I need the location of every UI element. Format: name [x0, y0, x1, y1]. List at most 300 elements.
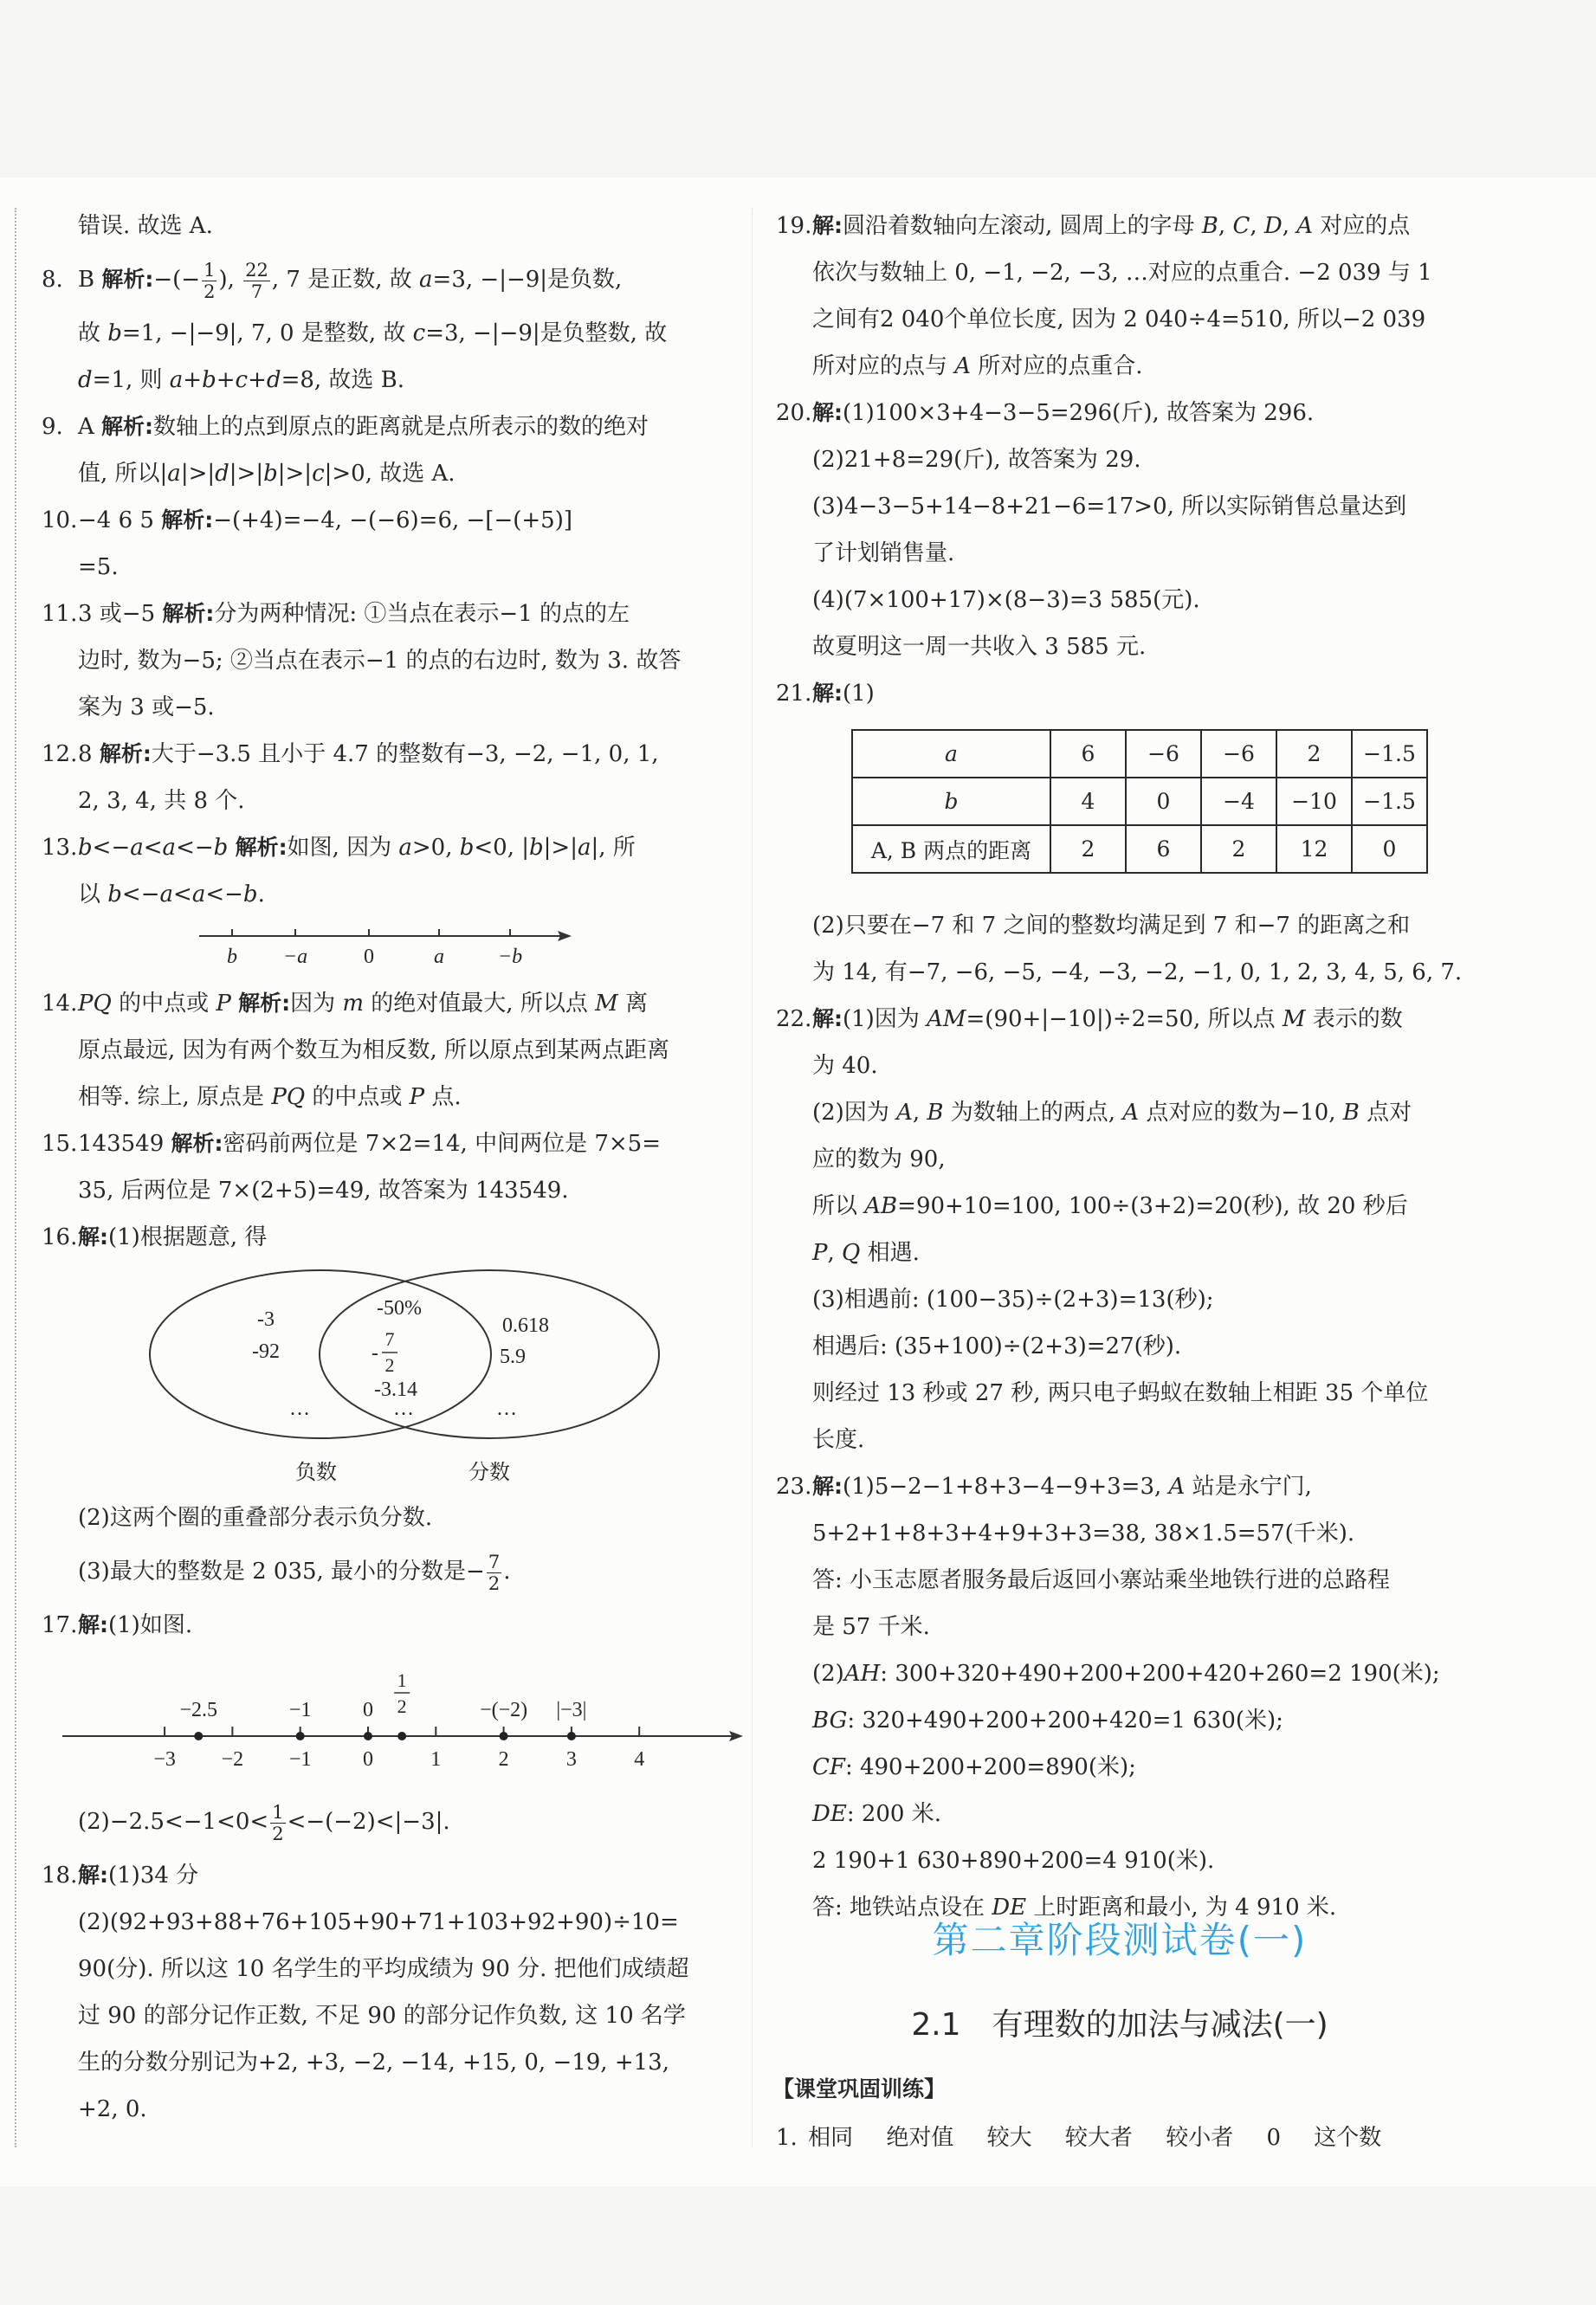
- text-run: 对应的点: [1313, 213, 1411, 239]
- answer-line: [42, 203, 734, 249]
- tick-label: 0: [364, 946, 374, 968]
- number-line: [42, 1649, 752, 1792]
- text-run: (2): [812, 1661, 844, 1687]
- answer-line: [776, 1417, 1469, 1463]
- answer-item: [42, 1120, 734, 1214]
- text-run: (3)4−3−5+14−8+21−6=17>0, 所以实际销售总量达到: [812, 494, 1407, 520]
- numerator: 1: [272, 1801, 284, 1823]
- numerator: 22: [245, 259, 268, 281]
- text-run: 密码前两位是 7×2=14, 中间两位是 7×5=: [223, 1131, 661, 1157]
- text-run: A: [78, 414, 102, 440]
- text-run: 的中点或: [305, 1084, 410, 1110]
- answer-line: [42, 2039, 734, 2086]
- text-run: 答: 小玉志愿者服务最后返回小寨站乘坐地铁行进的总路程: [812, 1567, 1391, 1593]
- table-cell: −1.5: [1352, 730, 1427, 778]
- math-variable: b: [107, 320, 122, 346]
- table-cell: 2: [1201, 825, 1276, 873]
- text-run: (2)(92+93+88+76+105+90+71+103+92+90)÷10=: [78, 1909, 679, 1935]
- text-run: |>|: [543, 835, 578, 861]
- math-variable: AM: [927, 1006, 966, 1032]
- answer-line: [42, 637, 734, 684]
- answer-line: [776, 1557, 1469, 1604]
- text-run: +: [216, 367, 236, 393]
- answer-item: [42, 1214, 734, 1261]
- question-number: 9.: [42, 414, 63, 440]
- text-run: |, 所: [591, 835, 636, 861]
- answer-line: [776, 1744, 1469, 1791]
- math-variable: P: [812, 1240, 828, 1266]
- table-cell: 12: [1276, 825, 1352, 873]
- fill-answer-1: [776, 2115, 1381, 2161]
- answer-line: [776, 1791, 1469, 1837]
- answer-line: [776, 296, 1469, 343]
- answer-line: [776, 1183, 1469, 1230]
- question-number: 15.: [42, 1131, 78, 1157]
- denominator: 2: [204, 281, 216, 302]
- answer-item: [42, 203, 734, 249]
- answer-line: [42, 1852, 734, 1899]
- answer-line: [42, 249, 734, 310]
- text-run: −4 6 5: [78, 507, 162, 533]
- section-number: 2.1: [911, 2007, 961, 2043]
- table-cell: b: [852, 778, 1050, 825]
- math-variable: b: [202, 367, 216, 393]
- denominator: 2: [272, 1823, 284, 1844]
- text-run: 生的分数分别记为+2, +3, −2, −14, +15, 0, −19, +13,: [78, 2050, 669, 2076]
- text-run: 原点最远, 因为有两个数互为相反数, 所以原点到某两点距离: [78, 1037, 670, 1063]
- text-run: 2 190+1 630+890+200=4 910(米).: [812, 1848, 1215, 1874]
- answer-item: [776, 902, 1469, 996]
- answer-line: [42, 1992, 734, 2039]
- text-run: |>0, 故选 A.: [324, 461, 456, 487]
- point-marker: [194, 1732, 203, 1740]
- denominator: 7: [250, 281, 263, 302]
- answer-item: [776, 670, 1469, 717]
- text-run: <0, |: [474, 835, 530, 861]
- text-run: 2, 3, 4, 共 8 个.: [78, 788, 245, 814]
- answer-line: [776, 249, 1469, 296]
- text-run: 圆沿着数轴向左滚动, 圆周上的字母: [843, 213, 1202, 239]
- text-run: −(−: [153, 267, 201, 293]
- text-run: (2)−2.5<−1<0<: [78, 1809, 269, 1835]
- answer-line: [42, 1120, 734, 1167]
- venn-value: -3: [257, 1308, 275, 1331]
- answer-line: [42, 1027, 734, 1074]
- table-cell: a: [852, 730, 1050, 778]
- text-run: : 200 米.: [846, 1801, 942, 1827]
- bold-label: 解析:: [161, 507, 214, 533]
- answer: 较大: [986, 2125, 1032, 2151]
- text-run: 依次与数轴上 0, −1, −2, −3, …对应的点重合. −2 039 与 1: [812, 260, 1432, 286]
- text-run: : 320+490+200+200+420=1 630(米);: [847, 1708, 1283, 1734]
- answer-line: [42, 1792, 734, 1852]
- answer-line: [42, 1167, 734, 1214]
- text-run: 的绝对值最大, 所以点: [364, 991, 596, 1017]
- table-cell: −6: [1126, 730, 1201, 778]
- denominator: 2: [488, 1572, 501, 1594]
- text-run: 数轴上的点到原点的距离就是点所表示的数的绝对: [153, 414, 649, 440]
- point-label: |−3|: [556, 1699, 587, 1721]
- answer-item: [42, 731, 734, 824]
- text-run: [231, 991, 238, 1017]
- text-run: <: [173, 881, 192, 907]
- tick-label: 4: [634, 1748, 645, 1771]
- math-variable: P: [216, 991, 231, 1017]
- text-run: (1)5−2−1+8+3−4−9+3=3,: [843, 1474, 1169, 1500]
- math-variable: c: [412, 320, 426, 346]
- point-label: −(−2): [480, 1699, 528, 1721]
- table-cell: 2: [1050, 825, 1126, 873]
- math-variable: B: [1201, 213, 1218, 239]
- text-run: ,: [1250, 213, 1264, 239]
- text-run: .: [503, 1559, 511, 1585]
- text-run: 8: [78, 741, 100, 767]
- tick-label: 2: [498, 1748, 509, 1771]
- question-number: 12.: [42, 741, 78, 767]
- tick-label: 1: [430, 1748, 442, 1771]
- venn-value: -3.14: [374, 1378, 417, 1401]
- table-cell: 2: [1276, 730, 1352, 778]
- question-number: 14.: [42, 991, 78, 1017]
- venn-value: -: [372, 1342, 378, 1365]
- answer-line: [776, 1230, 1469, 1276]
- text-run: 35, 后两位是 7×(2+5)=49, 故答案为 143549.: [78, 1178, 569, 1204]
- text-run: 90(分). 所以这 10 名学生的平均成绩为 90 分. 把他们成绩超: [78, 1956, 689, 1982]
- bold-label: 解析:: [171, 1131, 223, 1156]
- text-run: 应的数为 90,: [812, 1146, 946, 1172]
- text-run: 所对应的点重合.: [971, 353, 1143, 379]
- text-run: 案为 3 或−5.: [78, 694, 215, 720]
- answer-line: [776, 1276, 1469, 1323]
- tick-label: −3: [153, 1748, 176, 1771]
- venn-value: -92: [252, 1340, 280, 1363]
- text-run: 相等. 综上, 原点是: [78, 1084, 272, 1110]
- answer-line: [42, 404, 734, 450]
- table-cell: −6: [1201, 730, 1276, 778]
- text-run: 为数轴上的两点,: [943, 1100, 1123, 1126]
- text-run: 因为: [290, 991, 343, 1017]
- answer-line: [776, 577, 1469, 623]
- set-label: 分数: [468, 1462, 510, 1484]
- text-run: 点对: [1359, 1100, 1412, 1126]
- bold-label: 解析:: [99, 741, 152, 766]
- tick-label: −b: [497, 946, 523, 968]
- tick-label: −1: [288, 1748, 312, 1771]
- text-run: 点.: [424, 1084, 462, 1110]
- text-run: (1)因为: [843, 1006, 927, 1032]
- math-variable: M: [595, 991, 618, 1017]
- point-marker: [364, 1732, 372, 1740]
- text-run: 错误. 故选 A.: [78, 213, 213, 239]
- numerator: 1: [397, 1669, 407, 1691]
- number-line-figure: [42, 1649, 734, 1792]
- math-variable: DE: [992, 1895, 1027, 1921]
- text-run: (1)根据题意, 得: [108, 1224, 268, 1250]
- bold-label: 解:: [812, 213, 843, 238]
- fraction: [202, 260, 216, 302]
- venn-value: -50%: [377, 1297, 422, 1320]
- text-run: 则经过 13 秒或 27 秒, 两只电子蚂蚁在数轴上相距 35 个单位: [812, 1380, 1429, 1406]
- answer-line: [42, 871, 734, 918]
- text-run: 过 90 的部分记作正数, 不足 90 的部分记作负数, 这 10 名学: [78, 2003, 686, 2029]
- text-run: 站是永宁门,: [1185, 1474, 1312, 1500]
- math-variable: c: [235, 367, 249, 393]
- math-variable: d: [266, 367, 281, 393]
- answer-line: [42, 1946, 734, 1992]
- numerator: 7: [384, 1328, 395, 1350]
- venn-svg: [42, 1261, 734, 1495]
- section-heading: [776, 2000, 1464, 2044]
- answer-line: [776, 1697, 1469, 1744]
- answer-item: [42, 1792, 734, 1852]
- answer-line: [776, 1043, 1469, 1089]
- math-variable: A: [896, 1100, 913, 1126]
- math-variable: CF: [812, 1754, 845, 1780]
- text-run: 相遇后: (35+100)÷(2+3)=27(秒).: [812, 1333, 1182, 1359]
- text-run: 相遇.: [860, 1240, 920, 1266]
- tick-label: 0: [363, 1748, 373, 1771]
- math-variable: c: [312, 461, 325, 487]
- text-run: 点对应的数为−10,: [1139, 1100, 1343, 1126]
- venn-ellipsis: …: [289, 1398, 310, 1420]
- text-run: B: [78, 267, 102, 293]
- math-variable: b: [242, 881, 258, 907]
- bold-label: 解析:: [162, 601, 215, 626]
- text-run: |>|: [277, 461, 313, 487]
- answer-line: [776, 1370, 1469, 1417]
- answer-line: [42, 731, 734, 778]
- bold-label: 解析:: [235, 835, 288, 860]
- text-run: : 490+200+200=890(米);: [844, 1754, 1136, 1780]
- text-run: [228, 835, 235, 861]
- binding-margin-line: [15, 208, 16, 2147]
- question-number: 16.: [42, 1224, 78, 1250]
- answer-line: [42, 778, 734, 824]
- fraction: [243, 260, 270, 302]
- text-run: +2, 0.: [78, 2096, 147, 2122]
- venn-value: 5.9: [500, 1346, 526, 1368]
- answer-item: [42, 404, 734, 497]
- answer-item: [42, 249, 734, 404]
- answer-line: [42, 824, 734, 871]
- text-run: ,: [827, 1240, 843, 1266]
- answer-line: [42, 544, 734, 591]
- text-run: 边时, 数为−5; ②当点在表示−1 的点的右边时, 数为 3. 故答: [78, 648, 682, 674]
- math-variable: A: [1122, 1100, 1140, 1126]
- text-run: (2)21+8=29(斤), 故答案为 29.: [812, 447, 1141, 473]
- venn-ellipsis: …: [496, 1398, 517, 1420]
- venn-ellipsis: …: [393, 1398, 414, 1420]
- text-run: , 7 是正数, 故: [271, 267, 420, 293]
- math-variable: b: [213, 835, 229, 861]
- answer-line: [776, 1650, 1469, 1697]
- answer: 这个数: [1314, 2125, 1382, 2151]
- text-run: (1)如图.: [108, 1612, 193, 1638]
- table-row: [852, 825, 1427, 873]
- math-variable: BG: [812, 1708, 848, 1734]
- point-marker: [567, 1732, 576, 1740]
- text-run: (2)只要在−7 和 7 之间的整数均满足到 7 和−7 的距离之和: [812, 913, 1411, 939]
- text-run: +: [248, 367, 267, 393]
- fraction: [487, 1552, 501, 1594]
- answer-line: [42, 980, 734, 1027]
- text-run: 3 或−5: [78, 601, 163, 627]
- answer-line: [776, 1463, 1469, 1510]
- answer-line: [776, 1136, 1469, 1183]
- answer-line: [42, 1495, 734, 1541]
- numerator: 7: [488, 1551, 501, 1572]
- section-title: 有理数的加法与减法(一): [992, 2007, 1328, 2043]
- table-cell: 6: [1126, 825, 1201, 873]
- math-variable: P: [409, 1084, 425, 1110]
- point-marker: [296, 1732, 305, 1740]
- question-number: 19.: [776, 213, 812, 239]
- answer-line: [42, 2086, 734, 2133]
- text-run: <−: [176, 835, 214, 861]
- answer-item: [776, 203, 1469, 390]
- answer: 0: [1266, 2125, 1282, 2151]
- set-label: 负数: [295, 1462, 337, 1484]
- tick-label: 3: [565, 1748, 577, 1771]
- answer-line: [776, 343, 1469, 390]
- text-run: =(90+|−10|)÷2=50, 所以点: [966, 1006, 1283, 1032]
- math-variable: B: [927, 1100, 944, 1126]
- math-variable: m: [342, 991, 365, 1017]
- bold-label: 解析:: [238, 991, 291, 1016]
- math-variable: PQ: [271, 1084, 306, 1110]
- fraction: [270, 1802, 285, 1844]
- answer-item: [42, 1495, 734, 1602]
- text-run: 所对应的点与: [812, 353, 955, 379]
- table-row: [852, 778, 1427, 825]
- venn-diagram: [42, 1261, 734, 1495]
- text-run: 所以: [812, 1193, 865, 1219]
- point-marker: [397, 1732, 406, 1740]
- table-cell: A, B 两点的距离: [852, 825, 1050, 873]
- answer-line: [776, 483, 1469, 530]
- right-column: [776, 203, 1469, 1931]
- question-number: 22.: [776, 1006, 812, 1032]
- answer-line: [776, 670, 1469, 717]
- table-cell: 4: [1050, 778, 1126, 825]
- math-variable: A: [954, 353, 972, 379]
- answer-line: [42, 591, 734, 637]
- question-number: 13.: [42, 835, 78, 861]
- text-run: ,: [912, 1100, 927, 1126]
- table-row: [852, 730, 1427, 778]
- chapter-heading: 第二章阶段测试卷(一): [932, 1919, 1308, 1961]
- math-variable: D: [1263, 213, 1283, 239]
- bold-label: 解:: [812, 1006, 843, 1031]
- tick-label: −a: [282, 946, 308, 968]
- question-number: 8.: [42, 267, 63, 293]
- text-run: <−: [121, 881, 160, 907]
- answer-line: [42, 1602, 734, 1649]
- denominator: 2: [384, 1354, 395, 1376]
- text-run: >0,: [411, 835, 460, 861]
- bold-label: 解:: [78, 1612, 108, 1637]
- answer-item: [776, 996, 1469, 1463]
- text-run: 是 57 千米.: [812, 1614, 930, 1640]
- text-run: 值, 所以|: [78, 461, 168, 487]
- text-run: 以: [78, 881, 108, 907]
- math-variable: b: [459, 835, 475, 861]
- question-number: 20.: [776, 400, 812, 426]
- math-variable: d: [215, 461, 229, 487]
- math-variable: a: [159, 881, 174, 907]
- distance-table-block: [776, 729, 1469, 902]
- answer-line: [776, 436, 1469, 483]
- bold-label: 解:: [812, 681, 843, 706]
- text-run: 离: [617, 991, 648, 1017]
- answer-item: [776, 390, 1469, 670]
- table-cell: 6: [1050, 730, 1126, 778]
- tick-label: a: [434, 946, 444, 968]
- left-column: [42, 203, 734, 2133]
- math-variable: B: [1342, 1100, 1360, 1126]
- text-run: ,: [1282, 213, 1297, 239]
- text-run: =90+10=100, 100÷(3+2)=20(秒), 故 20 秒后: [897, 1193, 1408, 1219]
- answer-line: [776, 623, 1469, 670]
- question-number: 21.: [776, 681, 812, 707]
- table-cell: 0: [1352, 825, 1427, 873]
- math-variable: a: [191, 881, 206, 907]
- text-run: (1): [843, 681, 875, 707]
- answer-line: [776, 390, 1469, 436]
- text-run: |>|: [229, 461, 264, 487]
- math-variable: b: [529, 835, 544, 861]
- text-run: ,: [1218, 213, 1233, 239]
- text-run: 143549: [78, 1131, 171, 1157]
- bold-label: 解:: [812, 400, 843, 425]
- math-variable: C: [1232, 213, 1250, 239]
- answer-line: [776, 1089, 1469, 1136]
- math-variable: a: [419, 267, 433, 293]
- math-variable: b: [263, 461, 278, 487]
- question-number: 10.: [42, 507, 78, 533]
- text-run: (3)相遇前: (100−35)÷(2+3)=13(秒);: [812, 1287, 1214, 1313]
- numerator: 1: [204, 259, 216, 281]
- exercise-title: 【课堂巩固训练】: [772, 2076, 947, 2102]
- answer-item: [42, 824, 734, 918]
- text-run: 之间有2 040个单位长度, 因为 2 040÷4=510, 所以−2 039: [812, 307, 1426, 333]
- table-cell: 0: [1126, 778, 1201, 825]
- math-variable: a: [577, 835, 591, 861]
- answer-item: [42, 591, 734, 731]
- text-run: −(+4)=−4, −(−6)=6, −[−(+5)]: [213, 507, 572, 533]
- answer-line: [42, 497, 734, 544]
- math-variable: a: [162, 835, 177, 861]
- answer: 相同: [808, 2125, 854, 2151]
- math-variable: AB: [864, 1193, 898, 1219]
- text-run: : 300+320+490+200+200+420+260=2 190(米);: [880, 1661, 1440, 1687]
- table-cell: −10: [1276, 778, 1352, 825]
- math-variable: a: [167, 461, 181, 487]
- math-variable: a: [398, 835, 412, 861]
- question-number: 18.: [42, 1863, 78, 1889]
- text-run: 的中点或: [111, 991, 216, 1017]
- answer-item: [42, 1602, 734, 1649]
- text-run: ),: [218, 267, 242, 293]
- math-variable: b: [78, 835, 93, 861]
- text-run: 故: [78, 320, 108, 346]
- text-run: 如图, 因为: [287, 835, 399, 861]
- question-number: 23.: [776, 1474, 812, 1500]
- number-line-figure: [42, 918, 734, 980]
- answer-line: [776, 1604, 1469, 1650]
- text-run: (2)因为: [812, 1100, 897, 1126]
- bold-label: 解析:: [101, 267, 154, 292]
